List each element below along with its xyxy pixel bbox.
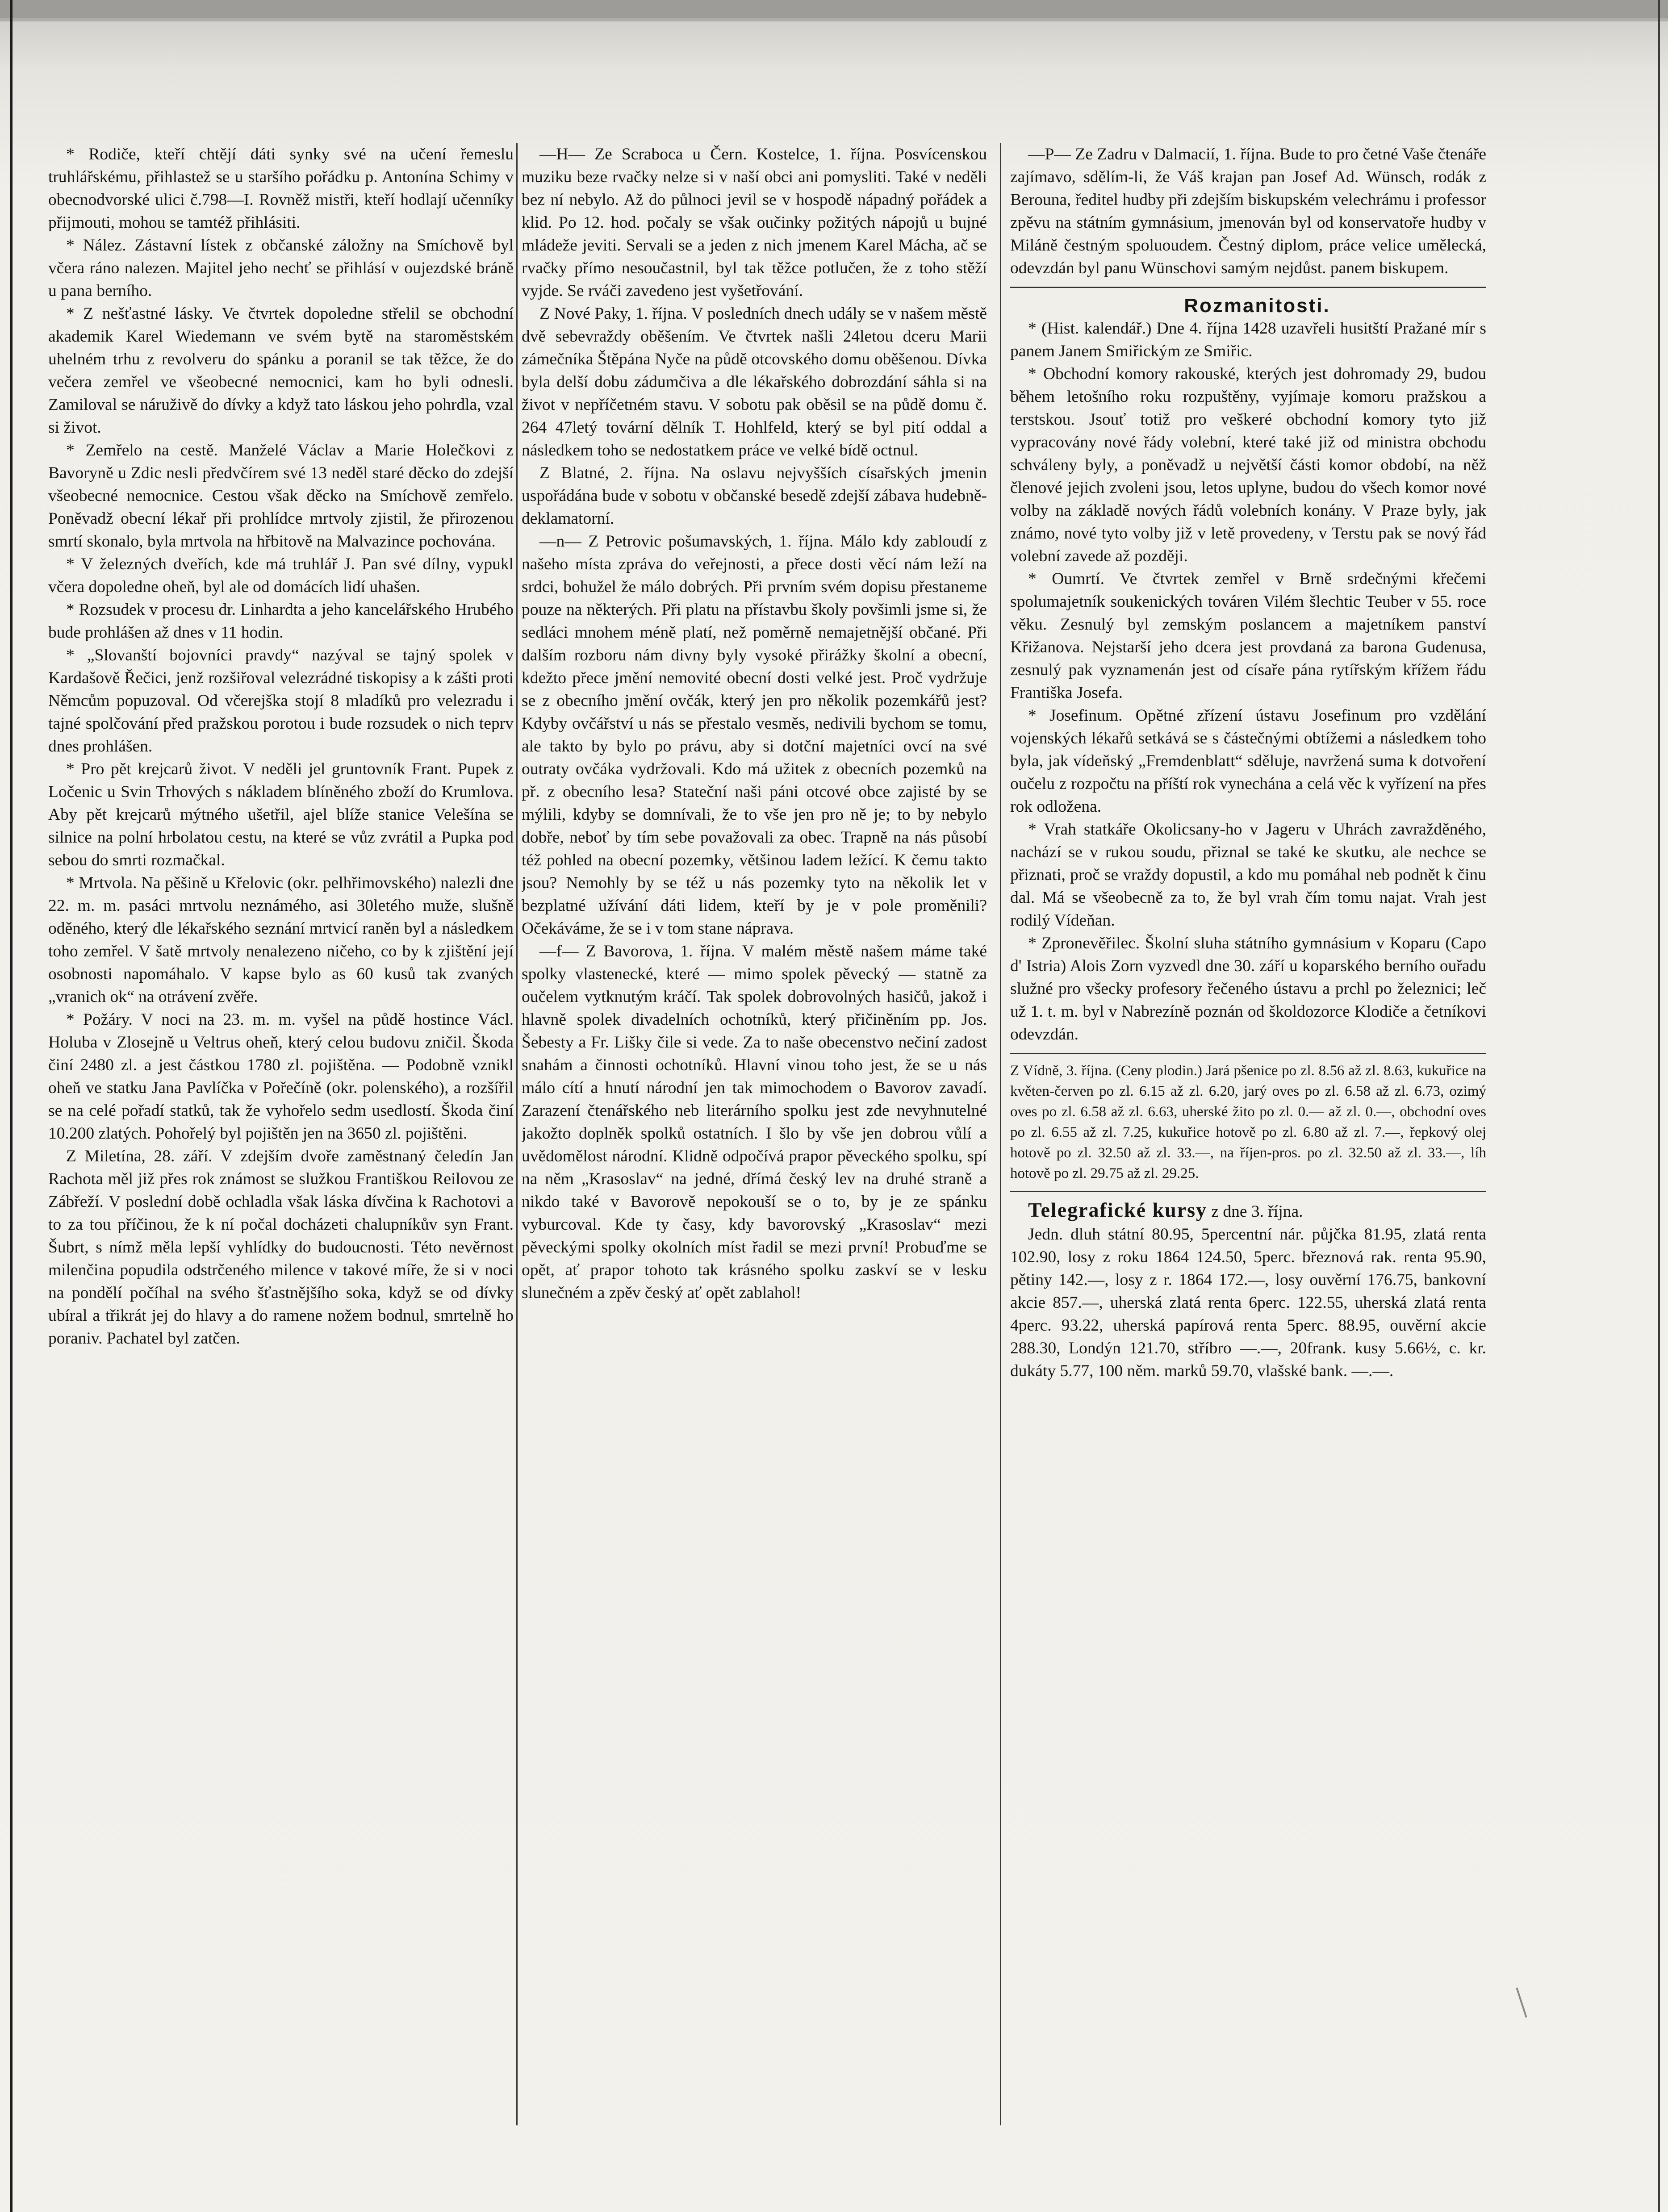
kursy-title: Telegrafické kursy xyxy=(1028,1198,1207,1221)
article-slovansti-bojovnici: * „Slovanští bojovníci pravdy“ nazýval se tajný spolek v Kardašově Řečici, jenž rozšiřoval velezrádné tiskopisy a k zášti proti Němcům popuzoval. Od včerejška stojí 8 mladíků pro velezradu i tajné spolčování před pražskou porotou i bude rozsudek o nich teprv dnes prohlášen. xyxy=(48,646,514,755)
article-v-zeleznych-dverich: * V železných dveřích, kde má truhlář J. Pan své dílny, vypukl včera dopoledne oheň, byl ale od domácích lidí uhašen. xyxy=(48,555,514,596)
article-mrtvola: * Mrtvola. Na pěšině u Křelovic (okr. pelhřimovského) nalezli dne 22. m. m. pasáci mrtvolu neznámého, asi 30letého muže, slušně oděného, který dle lékařského seznání mrtvicí raněn byl a následkem toho zemřel. V šatě mrtvoly nenalezeno ničeho, co by k zjištění její osobnosti napomáhalo. V kapse bylo as 60 kusů tak zvaných „vranich ok“ na otrávení zvěře. xyxy=(48,874,514,1006)
article-josefinum: * Josefinum. Opětné zřízení ústavu Josefinum pro vzdělání vojenských lékařů setkává se s částečnými obtížemi a následkem toho byla, jak vídeňský „Fremdenblatt“ sděluje, navržená suma k dotvoření oučelu z rozpočtu na příští rok vynechána a celá věc k vyřízení na přes rok odložena. xyxy=(1010,706,1486,816)
article-ze-zadru: —P— Ze Zadru v Dalmacií, 1. října. Bude to pro četné Vaše čtenáře zajímavo, sdělím-li, že Váš krajan pan Josef Ad. Wünsch, rodák z Berouna, ředitel hudby při zdejším biskupském velechrámu i professor zpěvu na státním gymnásium, jmenován byl od konservatoře hudby v Miláně čestným spoluoudem. Čestný diplom, práce velice umělecká, odevzdán byl panu Wünschovi samým nejdůst. panem biskupem. xyxy=(1010,145,1486,277)
column-rule-1 xyxy=(516,143,518,2125)
article-pozary: * Požáry. V noci na 23. m. m. vyšel na půdě hostince Václ. Holuba v Zlosejně u Veltrus oheň, který celou budovu zničil. Škoda činí 2480 zl. a jest částkou 1780 zl. pojištěna. — Podobně vznikl oheň ve statku Jana Pavlíčka v Pořečíně (okr. polenského), a rozšířil se na celé pořadí statků, tak že vyhořelo sedm usedlostí. Škoda činí 10.200 zlatých. Pohořelý byl pojištěn jen na 3650 zl. pojištěni. xyxy=(48,1010,514,1143)
article-z-blatne: Z Blatné, 2. října. Na oslavu nejvyšších císařských jmenin uspořádána bude v sobotu v občanské besedě zdejší zábava hudebně-deklamatorní. xyxy=(522,464,987,528)
article-pro-pet-krejcaru: * Pro pět krejcarů život. V neděli jel gruntovník Frant. Pupek z Ločenic u Svin Trhových s nákladem blíněného zboží do Krumlova. Aby pět krejcarů mýtného ušetřil, ajel blíže stanice Velešína se silnice na polní hrbolatou cestu, na které se vůz zvrátil a Pupka pod sebou do smrti rozmačkal. xyxy=(48,760,514,869)
article-vrah-statkare: * Vrah statkáře Okolicsany-ho v Jageru v Uhrách zavražděného, nachází se v rukou soudu, přiznal se také ke skutku, ale nechce se přiznati, proč se vraždy dopustil, a kdo mu pomáhal neb podnět k činu dal. Má se všeobecně za to, že byl vrah čím tomu najat. Vrah jest rodilý Vídeňan. xyxy=(1010,820,1486,930)
market-divider xyxy=(1010,1053,1486,1054)
kursy-text: Jedn. dluh státní 80.95, 5percentní nár. půjčka 81.95, zlatá renta 102.90, losy z roku 1864 124.50, 5perc. březnová rak. renta 95.90, pětiny 142.—, losy z r. 1864 172.—, losy ouvěrní 176.75, bankovní akcie 857.—, uherská zlatá renta 6perc. 122.55, uherská zlatá renta 4perc. 93.22, uherská papírová renta 5perc. 88.95, ouvěrní akcie 288.30, Londýn 121.70, stříbro —.—, 20frank. kusy 5.66½, c. kr. dukáty 5.77, 100 něm. marků 59.70, vlašské bank. —.—. xyxy=(1010,1225,1486,1380)
article-zemrelo-na-ceste: * Zemřelo na cestě. Manželé Václav a Marie Holečkovi z Bavoryně u Zdic nesli předvčírem své 13 neděl staré děcko do zdejší všeobecné nemocnice. Cestou však děcko na Smíchově zemřelo. Poněvadž obecní lékař při prohlídce mrtvoly zjistil, že přirozenou smrtí skonalo, byla mrtvola na hřbitově na Malvazince pochována. xyxy=(48,441,514,551)
section-heading-rozmanitosti: Rozmanitosti. xyxy=(1184,295,1330,317)
left-border-rule xyxy=(10,0,13,2212)
column-left xyxy=(48,143,514,2125)
pencil-mark xyxy=(1516,1987,1527,2018)
article-z-nestastne-lasky: * Z nešťastné lásky. Ve čtvrtek dopoledne střelil se obchodní akademik Karel Wiedemann ve svém bytě na staroměstském uhelném trhu z revolveru do spánku a poranil se tak těžce, že do večera zemřel ve všeobecné nemocnici, kam ho byli odnesli. Zamiloval se náruživě do dívky a když tato láskou jeho pohrdla, vzal si život. xyxy=(48,305,514,437)
kursy-date: z dne 3. října. xyxy=(1211,1202,1303,1221)
article-rodice: * Rodiče, kteří chtějí dáti synky své na učení řemeslu truhlářskému, přihlastež se u staršího pořádku p. Antonína Schimy v obecnodvorské ulici č.798—I. Rovněž mistři, kteří hodlají učenníky přijmouti, mohou se tamtéž přihlásiti. xyxy=(48,145,514,232)
column-rule-2 xyxy=(1000,143,1001,2125)
article-z-bavorova: —f— Z Bavorova, 1. října. V malém městě našem máme také spolky vlastenecké, které — mimo spolek pěvecký — statně za oučelem vytknutým kráčí. Tak spolek dobrovolných hasičů, jakož i hlavně spolek divadelních ochotníků, který přičiněním pp. Jos. Šebesty a Fr. Lišky čile si vede. Za to naše obecenstvo nečiní zadost snahám a činnosti ochotníků. Hlavní vinou toho jest, že se u nás málo cítí a hnutí národní jen tak mimochodem o Bavorov zavadí. Zarazení čtenářského neb literárního spolku jest zde nevyhnutelné jakožto doplněk spolků ostatních. I šlo by vše jen dobrou vůlí a uvědomělost národní. Klidně odpočívá prapor pěveckého spolku, spí na něm „Krasoslav“ na jedné, dřímá český lev na druhé straně a nikdo také v Bavorově nepokouší se o to, by je ze spánku vyburcoval. Kde ty časy, kdy bavorovský „Krasoslav“ mezi pěveckými spolky okolních míst řadil se mezi první! Probuďme se opět, ať prapor tohoto tak krásného spolku zaskví se v lesku slunečném a zpěv český ať opět zablahol! xyxy=(522,942,987,1302)
article-z-miletina: Z Miletína, 28. září. V zdejším dvoře zaměstnaný čeledín Jan Rachota měl již přes rok známost se služkou Františkou Reilovou ze Zábřeží. V poslední době ochladla však láska dívčina k Rachotovi a to za tou příčinou, že k ní počal docházeti chalupníkův syn Frant. Šubrt, s nímž měla lepší vyhlídky do budoucnosti. Této nevěrnost milenčina popudila odstrčeného milence v takové míře, že si v noci na pondělí počíhal na svého šťastnějšího soka, když se od dívky ubíral a třikrát jej do hlavy a do ramene nožem bodnul, smrtelně ho poraniv. Pachatel byl zatčen. xyxy=(48,1147,514,1348)
scan-top-edge xyxy=(0,0,1668,18)
article-hist-kalendar: * (Hist. kalendář.) Dne 4. října 1428 uzavřeli husitští Pražané mír s panem Janem Smiřickým ze Smiřic. xyxy=(1010,319,1486,360)
article-oumrti: * Oumrtí. Ve čtvrtek zemřel v Brně srdečnými křečemi spolumajetník soukenických továren Vilém šlechtic Teuber v 55. roce věku. Zesnulý byl zemským poslancem a majetníkem panství Křižanova. Nejstarší jeho dcera jest provdaná za barona Gudenusa, zesnulý pak vyznamenán jest od císaře pána rytířským křížem řádu Františka Josefa. xyxy=(1010,570,1486,702)
market-prices xyxy=(1010,1060,1486,1184)
section-divider xyxy=(1010,287,1486,288)
kursy-heading xyxy=(1010,1198,1486,1223)
article-zpronevere: * Zpronevěřilec. Školní sluha státního gymnásium v Koparu (Capo d' Istria) Alois Zorn vyzvedl dne 30. září u koparského berního ouřadu služné pro všecky profesory řečeného ústavu a prchl po železnici; leč už 1. t. m. byl v Nabrezíně poznán od školdozorce Klodiče a četníkovi odevzdán. xyxy=(1010,934,1486,1043)
article-z-nove-paky: Z Nové Paky, 1. října. V posledních dnech udály se v našem městě dvě sebevraždy oběšením. Ve čtvrtek našli 24letou dceru Marii zámečníka Štěpána Nyče na půdě otcovského domu oběšenou. Dívka byla delší dobu zádumčiva a dle lékařského dobrozdání sáhla si na život v nepříčetném stavu. V sobotu pak oběsil se na půdě domu č. 264 47letý tovární dělník T. Hohlfeld, který se byl pití oddal a následkem toho se nedostatkem práce ve velké bídě octnul. xyxy=(522,305,987,459)
kursy-divider xyxy=(1010,1191,1486,1192)
column-middle xyxy=(522,143,987,2125)
column-right xyxy=(1010,143,1486,2125)
article-ze-scraboca: —H— Ze Scraboca u Čern. Kostelce, 1. října. Posvícenskou muziku beze rvačky nelze si v naší obci ani pomysliti. Také v neděli bez ní nebylo. Až do půlnoci jevil se v hospodě nápadný pořádek a klid. Po 12. hod. počaly se však oučinky požitých nápojů u bujné mládeže jeviti. Servali se a jeden z nich jmenem Karel Mácha, ač se rvačky přímo nesoučastnil, byl tak těžce potlučen, že z toho stěží vyjde. Se rváči zavedeno jest vyšetřování. xyxy=(522,145,987,300)
article-obchodni-komory: * Obchodní komory rakouské, kterých jest dohromady 29, budou během letošního roku rozpuštěny, vyjímaje komoru pražskou a terstskou. Jsouť totiž pro veškeré obchodní komory tyto již vypracovány nové řády volební, které také již od ministra obchodu schváleny byly, a poněvadž u největší části komor období, na něž členové jejich zvoleni jsou, letos uplyne, budou do všech komor nové volby na základě nových řádů volebních konány. V Praze byly, jak známo, nové tyto volby již v letě provedeny, v Terstu pak se nový řád volební zavede až později. xyxy=(1010,365,1486,565)
market-prices-text: Z Vídně, 3. října. (Ceny plodin.) Jará pšenice po zl. 8.56 až zl. 8.63, kukuřice na květen-červen po zl. 6.15 až zl. 6.20, jarý oves po zl. 6.58 až zl. 6.73, ozimý oves po zl. 6.58 až zl. 6.63, uherské žito po zl. 0.— až zl. 0.—, obchodní oves po zl. 6.55 až zl. 7.25, kukuřice hotově po zl. 6.80 až zl. 7.—, řepkový olej hotově po zl. 32.50 až zl. 33.—, na říjen-pros. po zl. 32.50 až zl. 33.—, líh hotově po zl. 29.75 až zl. 29.25. xyxy=(1010,1063,1486,1181)
article-rozsudek: * Rozsudek v procesu dr. Linhardta a jeho kancelářského Hrubého bude prohlášen až dnes v 11 hodin. xyxy=(48,601,514,642)
article-nalez: * Nález. Zástavní lístek z občanské záložny na Smíchově byl včera ráno nalezen. Majitel jeho nechť se přihlásí v oujezdské bráně u pana berního. xyxy=(48,236,514,300)
right-border-rule xyxy=(1658,0,1660,2212)
article-z-petrovic: —n— Z Petrovic pošumavských, 1. října. Málo kdy zabloudí z našeho místa zpráva do veřejnosti, a přece dosti věcí nám leží na srdci, bohužel že málo dobrých. Při prvním svém dopisu přestaneme pouze na některých. Při platu na přístavbu školy povšimli jsme si, že sedláci mnohem méně platí, než poměrně nemajetnější občané. Při dalším rozboru nám divny byly vysoké přirážky školní a obecní, kdežto přece jmění nemovité obecní dosti velké jest. Proč vydržuje se z obecního jmění ovčák, který jen pro několik pozemkářů jest? Kdyby ovčářství u nás se přestalo vesměs, nedivili bychom se tomu, ale takto by bylo po právu, aby si dotční majetníci ovcí na své outraty ovčáka vydržovali. Kdo má užitek z obecních pozemků na př. z obecního lesa? Stateční naši páni otcové obce zajisté by se mýlili, kdyby se domnívali, že to vše jen pro ně je; to by nebylo dobře, neboť by tím sebe považovali za obec. Trapně na nás působí též pohled na obecní pozemky, většinou ladem ležící. K čemu takto jsou? Nemohly by se též u nás pozemky tyto na několik let v bezplatné užívání dáti lidem, kteří by je v pole proměnili? Očekáváme, že se i v tom stane náprava. xyxy=(522,532,987,938)
scan-crease xyxy=(0,18,1668,21)
